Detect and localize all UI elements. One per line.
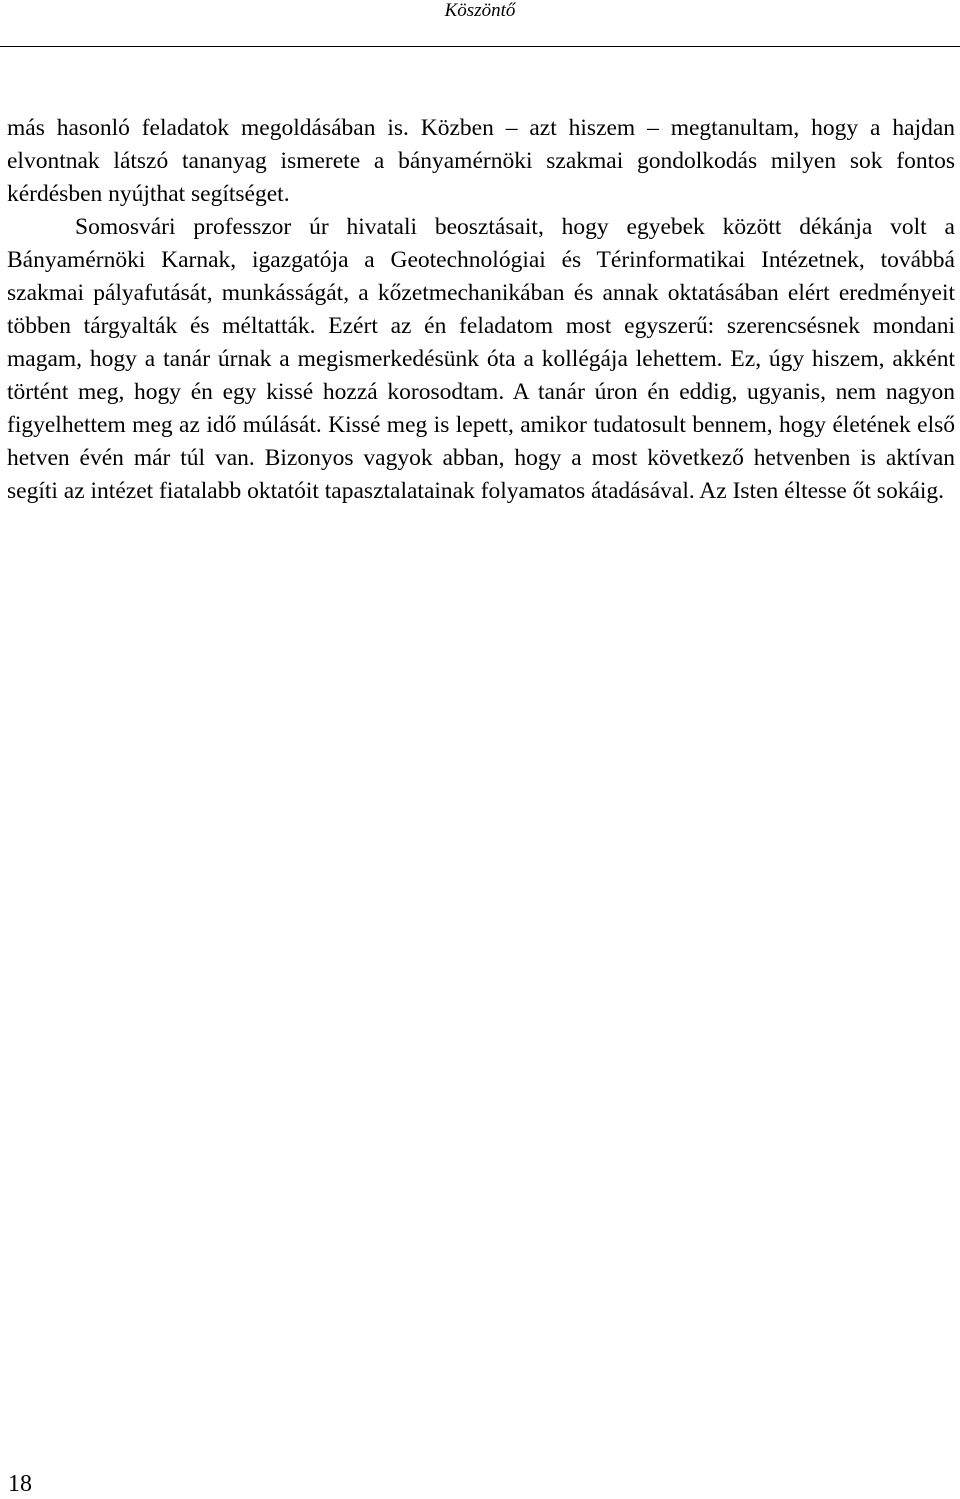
running-header: Köszöntő [444,0,516,21]
paragraph-continued: más hasonló feladatok megoldásában is. Közben – azt hiszem – megtanultam, hogy a hajdan elvontnak látszó tananyag ismerete a bányamérnöki szakmai gondolkodás milyen sok fontos kérdésben nyújthat segítséget. [7,115,955,207]
header-divider [0,46,960,47]
page-number: 18 [8,1471,32,1497]
paragraph: Somosvári professzor úr hivatali beosztásait, hogy egyebek között dékánja volt a Bányamérnöki Karnak, igazgatója a Geotechnológiai és Térinformatikai Intézetnek, továbbá szakmai pályafutását, munkásságát, a kőzetmechanikában és annak oktatásában elért eredményeit többen tárgyalták és méltatták. Ezért az én feladatom most egyszerű: szerencsésnek mondani magam, hogy a tanár úrnak a megismerkedésünk óta a kollégája lehettem. Ez, úgy hiszem, akként történt meg, hogy én egy kissé hozzá korosodtam. A tanár úron én eddig, ugyanis, nem nagyon figyelhettem meg az idő múlását. Kissé meg is lepett, amikor tudatosult bennem, hogy életének első hetven évén már túl van. Bizonyos vagyok abban, hogy a most következő hetvenben is aktívan segíti az intézet fiatalabb oktatóit tapasztalatainak folyamatos átadásával. Az Isten éltesse őt sokáig. [7,214,955,504]
document-body [7,112,955,508]
